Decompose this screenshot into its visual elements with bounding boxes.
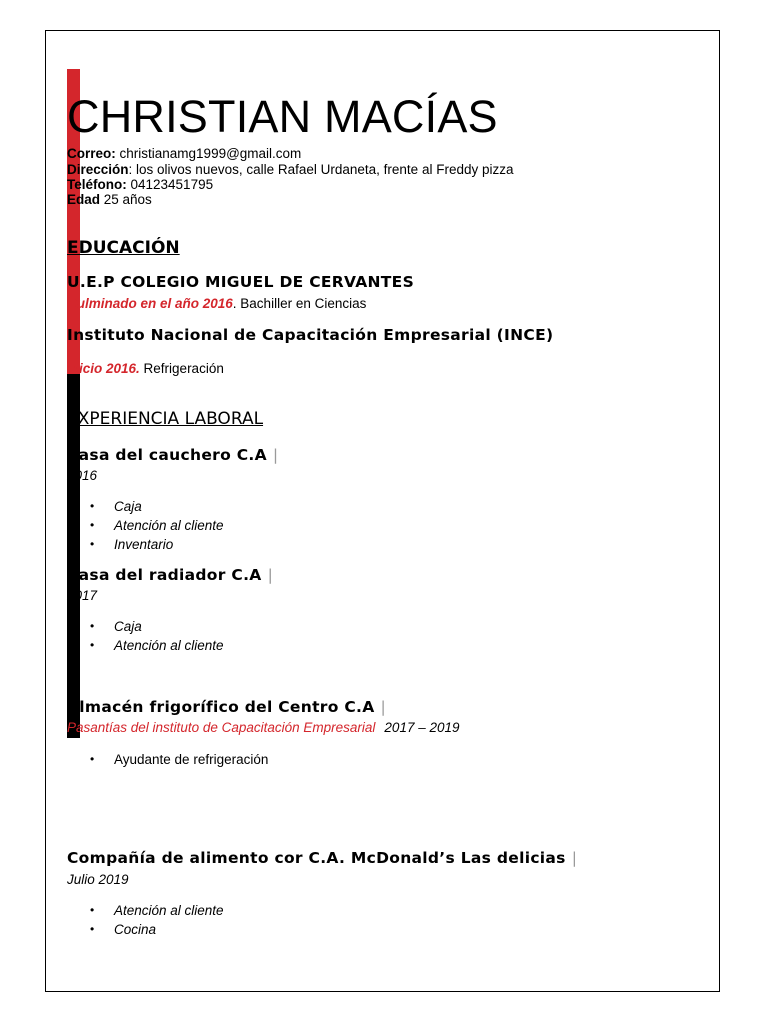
job-company-4: Compañía de alimento cor C.A. McDonald’s Las delicias (67, 849, 566, 867)
contact-phone-value: 04123451795 (126, 177, 214, 192)
job-separator-4: | (571, 849, 578, 867)
contact-phone (67, 177, 213, 193)
education-degree-2: Refrigeración (139, 361, 224, 376)
job-title-1 (67, 446, 278, 465)
bullet-icon: • (90, 537, 95, 551)
education-school-1: U.E.P COLEGIO MIGUEL DE CERVANTES (67, 273, 415, 291)
job-company-1: Casa del cauchero C.A (67, 446, 267, 464)
education-school-2: Instituto Nacional de Capacitación Empresarial (INCE) (67, 326, 554, 344)
bullet-icon: • (90, 752, 95, 766)
list-item: • Atención al cliente (90, 638, 224, 653)
candidate-name: CHRISTIAN MACÍAS (67, 91, 498, 142)
experience-heading: EXPERIENCIA LABORAL (67, 409, 264, 429)
job-title-4 (67, 849, 577, 868)
job-separator-1: | (272, 446, 279, 464)
contact-email-value: christianamg1999@gmail.com (115, 146, 302, 161)
list-item: • Cocina (90, 922, 157, 937)
list-item: • Caja (90, 619, 142, 634)
bullet-icon: • (90, 499, 95, 513)
list-item: • Atención al cliente (90, 903, 224, 918)
education-highlight-1: Culminado en el año 2016 (67, 296, 233, 311)
list-item: • Ayudante de refrigeración (90, 752, 269, 767)
education-heading: EDUCACIÓN (67, 238, 180, 258)
list-item: • Atención al cliente (90, 518, 224, 533)
contact-address-value: : los olivos nuevos, calle Rafael Urdaneta, frente al Freddy pizza (128, 162, 514, 177)
education-highlight-2: Inicio 2016. (67, 361, 140, 376)
job-period-3: 2017 – 2019 (384, 720, 460, 735)
education-detail-1 (67, 296, 366, 312)
contact-age-value: 25 años (100, 192, 152, 207)
contact-age (67, 192, 152, 208)
job-tasks-3 (90, 750, 268, 769)
contact-email (67, 146, 301, 162)
job-company-3: Almacén frigorífico del Centro C.A (67, 698, 375, 716)
bullet-icon: • (90, 518, 95, 532)
job-period-4: Julio 2019 (67, 872, 129, 887)
bullet-icon: • (90, 638, 95, 652)
job-separator-3: | (380, 698, 387, 716)
bullet-icon: • (90, 922, 95, 936)
list-item: • Inventario (90, 537, 174, 552)
education-degree-1: . Bachiller en Ciencias (232, 296, 367, 311)
education-detail-2 (67, 361, 224, 377)
job-company-2: Casa del radiador C.A (67, 566, 262, 584)
contact-email-label: Correo: (67, 146, 116, 161)
job-title-3 (67, 698, 386, 717)
contact-address-label: Dirección (67, 162, 129, 177)
list-item: • Caja (90, 499, 142, 514)
bullet-icon: • (90, 903, 95, 917)
bullet-icon: • (90, 619, 95, 633)
job-tasks-1 (90, 497, 224, 554)
job-highlight-3: Pasantías del instituto de Capacitación Empresarial (67, 720, 376, 735)
job-period-2: 2017 (67, 588, 98, 603)
contact-address (67, 162, 513, 178)
job-detail-3 (67, 720, 460, 736)
job-tasks-2 (90, 617, 224, 655)
contact-phone-label: Teléfono: (67, 177, 127, 192)
contact-age-label: Edad (67, 192, 101, 207)
job-period-1: 2016 (67, 468, 98, 483)
job-title-2 (67, 566, 273, 585)
job-tasks-4 (90, 901, 224, 939)
job-separator-2: | (267, 566, 274, 584)
